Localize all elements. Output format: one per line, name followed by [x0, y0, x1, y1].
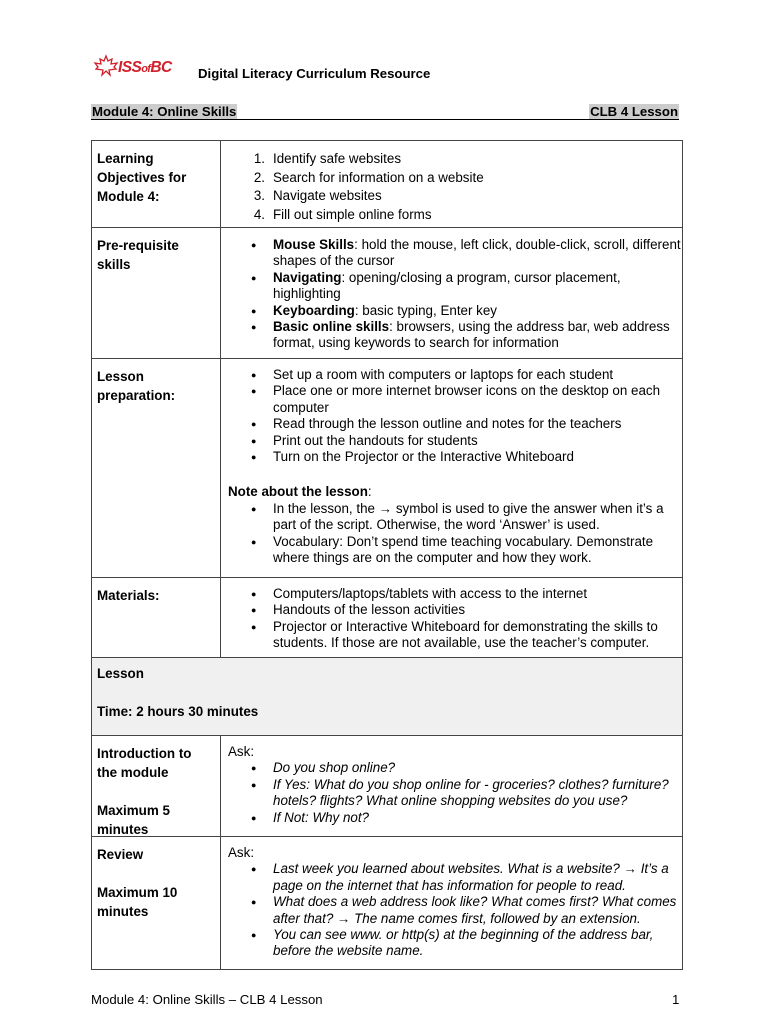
footer-module-title: Module 4: Online Skills – CLB 4 Lesson: [91, 992, 323, 1007]
module-title: Module 4: Online Skills: [92, 104, 237, 119]
list-item: ● Read through the lesson outline and notes for the teachers: [221, 416, 682, 432]
objectives-list: [221, 150, 682, 224]
preparation-row: [92, 359, 682, 578]
list-item: ● Computers/laptops/tablets with access to the internet: [221, 586, 682, 602]
page-number: 1: [672, 992, 680, 1007]
list-item: ● Navigating: opening/closing a program, cursor placement, highlighting: [221, 270, 682, 303]
list-item: ● Print out the handouts for students: [221, 433, 682, 449]
materials-row: [92, 578, 682, 658]
list-item: ● Keyboarding: basic typing, Enter key: [221, 303, 682, 319]
list-item: ● Projector or Interactive Whiteboard for demonstrating the skills to students. If those are not available, use the teacher’s computer.: [221, 619, 682, 652]
objectives-row: [92, 141, 682, 228]
list-item: ● If Yes: What do you shop online for - groceries? clothes? furniture? hotels? flights? What online shopping websites do you use?: [221, 777, 682, 810]
ask-label: Ask:: [228, 845, 255, 860]
note-list: [221, 501, 682, 567]
lesson-title: Lesson: [97, 666, 144, 681]
introduction-questions: [221, 760, 682, 826]
list-item: ● Last week you learned about websites. What is a website? → It’s a page on the internet that has information for people to read.: [221, 861, 682, 894]
lesson-time: Time: 2 hours 30 minutes: [97, 704, 259, 719]
document-title: Digital Literacy Curriculum Resource: [198, 66, 431, 81]
list-item: ● Place one or more internet browser icons on the desktop on each computer: [221, 383, 682, 416]
list-item: ● Handouts of the lesson activities: [221, 602, 682, 618]
list-item: ● Set up a room with computers or laptops for each student: [221, 367, 682, 383]
list-item: ● You can see www. or http(s) at the beginning of the address bar, before the website name.: [221, 927, 682, 960]
lesson-table: [91, 140, 683, 970]
list-item: ● Basic online skills: browsers, using the address bar, web address format, using keywords to search for information: [221, 319, 682, 352]
list-item: 4. Fill out simple online forms: [253, 206, 432, 222]
materials-label: Materials:: [92, 578, 221, 657]
list-item: ● What does a web address look like? What comes first? What comes after that? → The name comes first, followed by an extension.: [221, 894, 682, 927]
review-row: [92, 837, 682, 970]
objectives-label: Learning Objectives for Module 4:: [92, 141, 221, 227]
prerequisite-list: [221, 237, 682, 352]
preparation-label: Lesson preparation:: [92, 359, 221, 577]
list-item: ● Mouse Skills: hold the mouse, left click, double-click, scroll, different shapes of the cursor: [221, 237, 682, 270]
lesson-section-header: [92, 658, 682, 736]
list-item: ● Do you shop online?: [221, 760, 682, 776]
maple-leaf-icon: [92, 54, 120, 78]
ask-label: Ask:: [228, 744, 255, 759]
list-item: 2. Search for information on a website: [253, 169, 484, 185]
review-label: Review Maximum 10 minutes: [92, 837, 221, 969]
module-bar: [91, 103, 679, 121]
list-item: 1. Identify safe websites: [253, 151, 402, 166]
list-item: ● Vocabulary: Don’t spend time teaching vocabulary. Demonstrate where things are on the computer and how they work.: [221, 534, 682, 567]
lesson-level: CLB 4 Lesson: [590, 104, 678, 119]
introduction-label: Introduction to the module Maximum 5 minutes: [92, 736, 221, 836]
list-item: 3. Navigate websites: [253, 188, 382, 204]
logo-wordmark: ISSofBC: [118, 59, 172, 76]
list-item: ● In the lesson, the → symbol is used to give the answer when it’s a part of the script. Otherwise, the word ‘Answer’ is used.: [221, 501, 682, 534]
list-item: ● If Not: Why not?: [221, 810, 682, 826]
issofbc-logo: [92, 54, 184, 80]
divider: [91, 119, 679, 120]
note-title: Note about the lesson:: [228, 484, 372, 500]
review-questions: [221, 861, 682, 959]
materials-list: [221, 586, 682, 652]
introduction-row: [92, 736, 682, 837]
prerequisite-label: Pre-requisite skills: [92, 228, 221, 358]
preparation-list: [221, 367, 682, 465]
list-item: ● Turn on the Projector or the Interactive Whiteboard: [221, 449, 682, 465]
prerequisite-row: [92, 228, 682, 359]
